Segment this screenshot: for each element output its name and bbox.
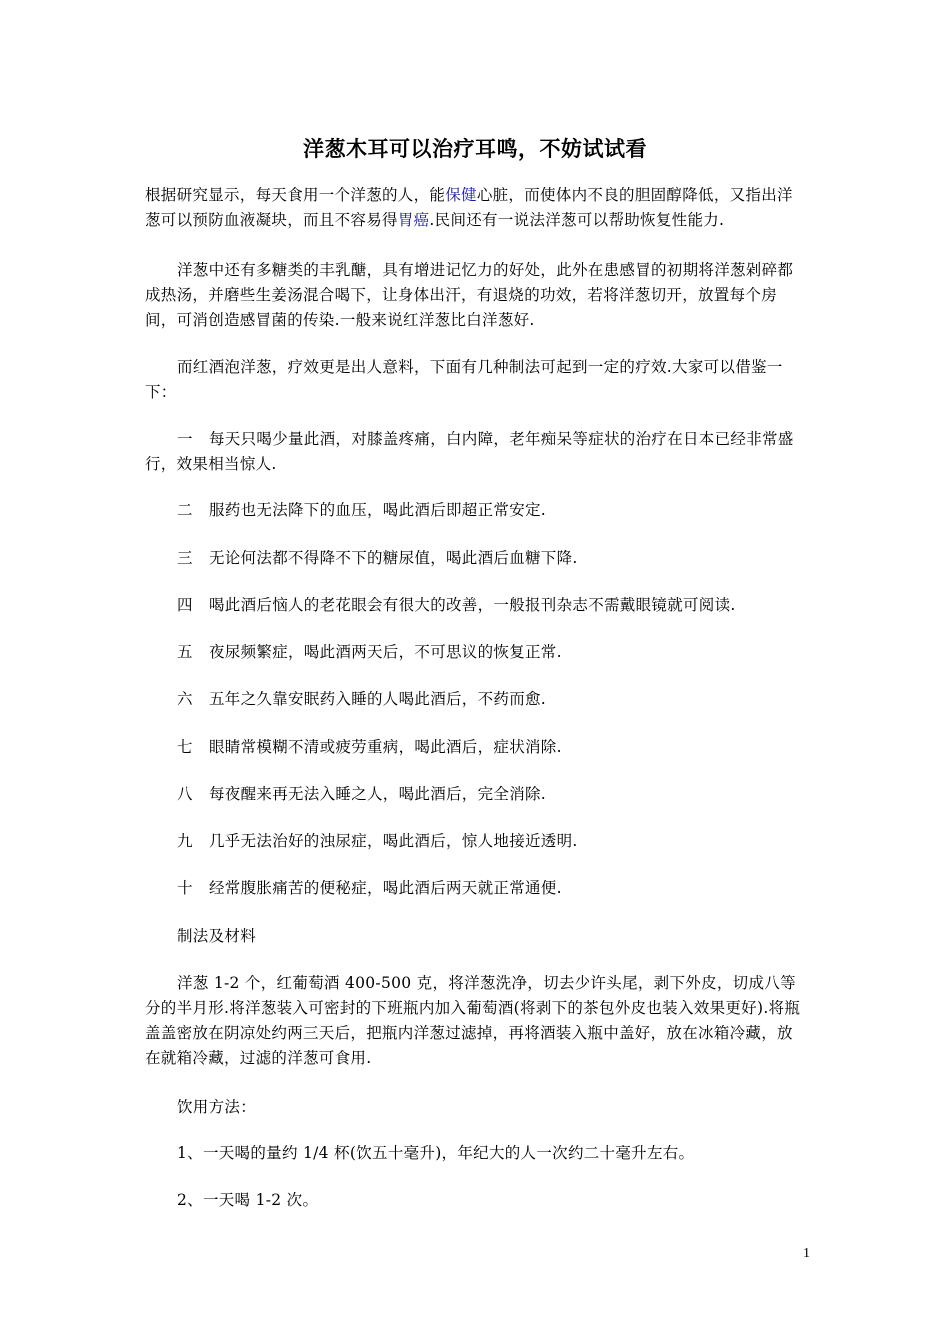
list-number: 二 <box>177 501 193 519</box>
intro-text-c: .民间还有一说法洋葱可以帮助恢复性能力. <box>429 211 725 229</box>
list-item-9 <box>145 829 807 854</box>
intro-text-a: 根据研究显示，每天食用一个洋葱的人，能 <box>145 186 446 204</box>
list-text: 五年之久靠安眠药入睡的人喝此酒后，不药而愈. <box>209 690 547 708</box>
list-number: 九 <box>177 832 193 850</box>
list-number: 十 <box>177 879 193 897</box>
list-text: 每天只喝少量此酒，对膝盖疼痛，白内障，老年痴呆等症状的治疗在日本已经非常盛行，效果相当惊人. <box>145 430 794 473</box>
link-weiai[interactable]: 胃癌 <box>397 211 430 229</box>
list-text: 每夜醒来再无法入睡之人，喝此酒后，完全消除. <box>209 785 547 803</box>
link-baojian[interactable]: 保健 <box>445 186 477 204</box>
list-item-7 <box>145 735 807 760</box>
list-item-1 <box>145 427 807 477</box>
list-number: 八 <box>177 785 193 803</box>
list-number: 五 <box>177 643 193 661</box>
intro-text-b: 心脏，而使体内不良的胆固醇降低，又指出洋葱可以预防血液凝块，而且不容易得 <box>145 186 793 229</box>
list-item-5 <box>145 640 807 665</box>
document-title: 洋葱木耳可以治疗耳鸣，不妨试试看 <box>303 137 647 161</box>
list-text: 几乎无法治好的浊尿症，喝此酒后，惊人地接近透明. <box>209 832 578 850</box>
list-item-3 <box>145 546 807 571</box>
list-text: 无论何法都不得降不下的糖尿值，喝此酒后血糖下降. <box>209 549 578 567</box>
list-number: 三 <box>177 549 193 567</box>
list-item-4 <box>145 593 807 618</box>
paragraph-onion-benefits: 洋葱中还有多糖类的丰乳醣，具有增进记忆力的好处，此外在患感冒的初期将洋葱剁碎都成热汤，并磨些生姜汤混合喝下，让身体出汗，有退烧的功效，若将洋葱切开，放置每个房间，可消创造感冒菌的传染.一般来说红洋葱比白洋葱好. <box>145 261 794 329</box>
list-text: 经常腹胀痛苦的便秘症，喝此酒后两天就正常通便. <box>209 879 562 897</box>
list-number: 六 <box>177 690 193 708</box>
list-item-2 <box>145 498 807 523</box>
usage-heading: 饮用方法： <box>177 1098 257 1116</box>
method-heading: 制法及材料 <box>177 927 257 945</box>
list-number: 七 <box>177 738 193 756</box>
usage-item-1: 1、一天喝的量约 1/4 杯(饮五十毫升)，年纪大的人一次约二十毫升左右。 <box>177 1144 695 1162</box>
list-text: 服药也无法降下的血压，喝此酒后即超正常安定. <box>209 501 547 519</box>
paragraph-method: 洋葱 1-2 个，红葡萄酒 400-500 克，将洋葱洗净，切去少许头尾，剥下外皮，切成八等分的半月形.将洋葱装入可密封的下班瓶内加入葡萄酒(将剥下的茶包外皮也装入效果更好).将瓶盖盖密放在阴凉处约两三天后，把瓶内洋葱过滤掉，再将酒装入瓶中盖好，放在冰箱冷藏，放在就箱冷藏，过滤的洋葱可食用. <box>145 974 801 1067</box>
list-item-10 <box>145 876 807 901</box>
list-item-6 <box>145 687 807 712</box>
list-number: 四 <box>177 596 193 614</box>
list-item-8 <box>145 782 807 807</box>
list-text: 喝此酒后恼人的老花眼会有很大的改善，一般报刊杂志不需戴眼镜就可阅读. <box>209 596 736 614</box>
usage-item-2: 2、一天喝 1-2 次。 <box>177 1191 319 1209</box>
list-text: 眼睛常模糊不清或疲劳重病，喝此酒后，症状消除. <box>209 738 562 756</box>
page-number: 1 <box>803 1246 810 1261</box>
paragraph-red-wine: 而红酒泡洋葱，疗效更是出人意料，下面有几种制法可起到一定的疗效.大家可以借鉴一下： <box>145 358 783 401</box>
list-text: 夜尿频繁症，喝此酒两天后，不可思议的恢复正常. <box>209 643 562 661</box>
list-number: 一 <box>177 430 193 448</box>
paragraph-intro <box>145 183 807 233</box>
